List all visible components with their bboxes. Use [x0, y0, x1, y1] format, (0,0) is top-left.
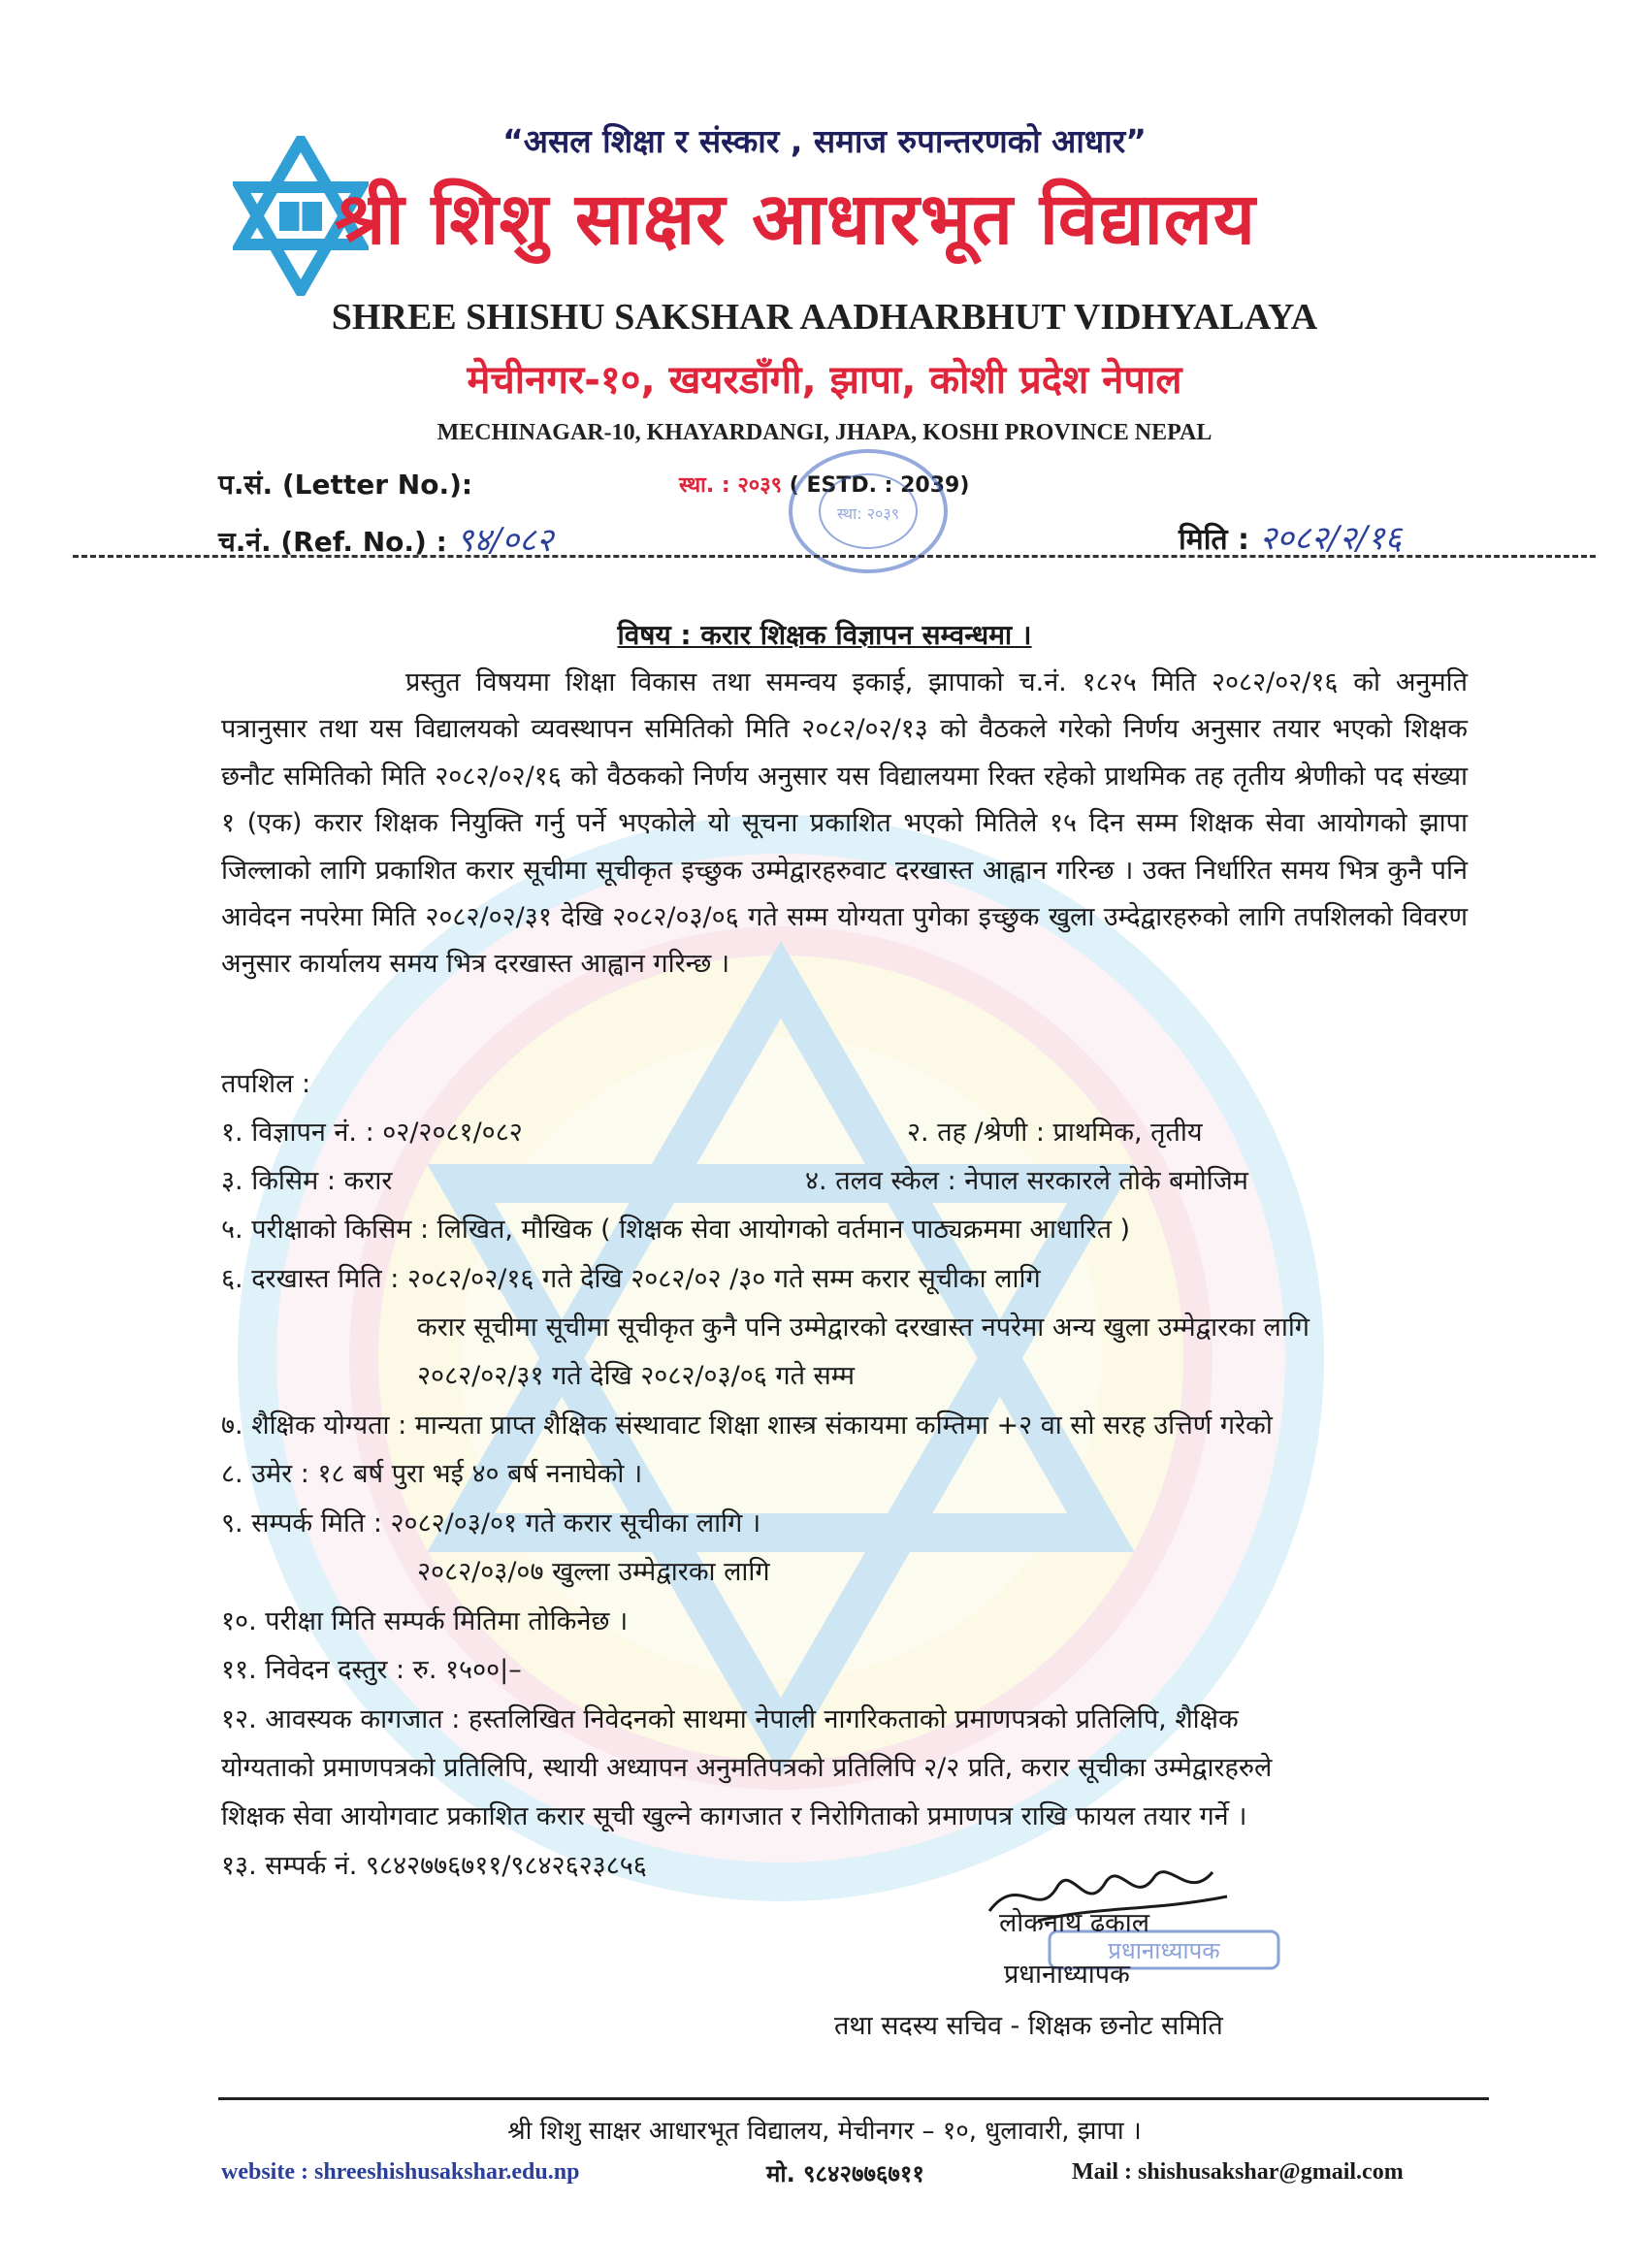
detail-exam-date: १०. परीक्षा मिति सम्पर्क मितिमा तोकिनेछ ।: [221, 1606, 629, 1636]
signatory-name: लोकनाथ ढकाल: [999, 1908, 1150, 1938]
estd-english: ( ESTD. : 2039): [789, 473, 970, 498]
detail-application-date-cont: करार सूचीमा सूचीमा सूचीकृत कुनै पनि उम्मेद्वारको दरखास्त नपरेमा अन्य खुला उम्मेद्वारका लागि: [417, 1312, 1310, 1343]
stamp-text: स्था: २०३९: [836, 504, 900, 523]
detail-age: ८. उमेर : १८ बर्ष पुरा भई ४० बर्ष ननाघेको ।: [221, 1459, 643, 1489]
detail-contact-date-open: २०८२/०३/०७ खुल्ला उम्मेद्वारका लागि: [417, 1557, 770, 1587]
footer-website: website : shreeshishusakshar.edu.np: [221, 2159, 580, 2185]
address-nepali: मेचीनगर-१०, खयरडाँगी, झापा, कोशी प्रदेश नेपाल: [467, 358, 1182, 403]
detail-ad-no: १. विज्ञापन नं. : ०२/२०८१/०८२: [221, 1118, 523, 1148]
letter-no-label: प.सं. (Letter No.):: [218, 469, 473, 501]
date-label: मिति :: [1179, 523, 1250, 557]
detail-contact-date: ९. सम्पर्क मिति : २०८२/०३/०१ गते करार सूचीका लागि ।: [221, 1508, 761, 1539]
body-paragraph-text: प्रस्तुत विषयमा शिक्षा विकास तथा समन्वय इकाई, झापाको च.नं. १८२५ मिति २०८२/०२/१६ को अनुमति पत्रानुसार तथा यस विद्यालयको व्यवस्थापन समितिको मिति २०८२/०२/१३ को वैठकले गरेको निर्णय अनुसार तयार भएको शिक्षक छनौट समितिको मिति २०८२/०२/१६ को वैठकको निर्णय अनुसार यस विद्यालयमा रिक्त रहेको प्राथमिक तह तृतीय श्रेणीको पद संख्या १ (एक) करार शिक्षक नियुक्ति गर्नु पर्ने भएकोले यो सूचना प्रकाशित भएको मितिले १५ दिन सम्म शिक्षक सेवा आयोगको झापा जिल्लाको लागि प्रकाशित करार सूचीमा सूचीकृत इच्छुक उम्मेद्वारहरुवाट दरखास्त आह्वान गरिन्छ । उक्त निर्धारित समय भित्र कुनै पनि आवेदन नपरेमा मिति २०८२/०२/३१ देखि २०८२/०३/०६ गते सम्म योग्यता पुगेका इच्छुक खुला उम्देद्वारहरुको लागि तपशिलको विवरण अनुसार कार्यालय समय भित्र दरखास्त आह्वान गरिन्छ ।: [221, 667, 1468, 980]
estd-nepali: स्था. : २०३९: [679, 473, 783, 498]
footer-address: श्री शिशु साक्षर आधारभूत विद्यालय, मेचीनगर – १०, धुलावारी, झापा ।: [507, 2117, 1142, 2146]
address-english: MECHINAGAR-10, KHAYARDANGI, JHAPA, KOSHI PROVINCE NEPAL: [436, 420, 1212, 445]
header-divider: [73, 555, 1596, 558]
detail-fee: ११. निवेदन दस्तुर : रु. १५००|–: [221, 1655, 522, 1685]
detail-application-date: ६. दरखास्त मिति : २०८२/०२/१६ गते देखि २०८२/०२ /३० गते सम्म करार सूचीका लागि: [221, 1264, 1041, 1294]
signatory-title: प्रधानाध्यापक: [1004, 1960, 1130, 1990]
detail-qualification: ७. शैक्षिक योग्यता : मान्यता प्राप्त शैक्षिक संस्थावाट शिक्षा शास्त्र संकायमा कम्तिमा +२ वा सो सरह उत्तिर्ण गरेको: [221, 1410, 1273, 1441]
school-name-english: SHREE SHISHU SAKSHAR AADHARBHUT VIDHYALAYA: [331, 297, 1318, 338]
signatory-role: तथा सदस्य सचिव - शिक्षक छनोट समिति: [834, 2011, 1223, 2041]
detail-type: ३. किसिम : करार: [221, 1166, 393, 1196]
details-heading: तपशिल :: [221, 1069, 311, 1099]
detail-documents-end: शिक्षक सेवा आयोगवाट प्रकाशित करार सूची खुल्ने कागजात र निरोगिताको प्रमाणपत्र राखि फायल तयार गर्ने ।: [221, 1801, 1247, 1831]
detail-documents: १२. आवस्यक कागजात : हस्तलिखित निवेदनको साथमा नेपाली नागरिकताको प्रमाणपत्रको प्रतिलिपि, शैक्षिक: [221, 1704, 1239, 1734]
footer-email: Mail : shishusakshar@gmail.com: [1072, 2159, 1404, 2185]
detail-level: २. तह /श्रेणी : प्राथमिक, तृतीय: [907, 1118, 1203, 1148]
footer-phone: मो. ९८४२७७६७११: [766, 2160, 924, 2187]
detail-application-date-open: २०८२/०२/३१ गते देखि २०८२/०३/०६ गते सम्म: [417, 1361, 856, 1391]
detail-salary: ४. तलव स्केल : नेपाल सरकारले तोके बमोजिम: [805, 1166, 1248, 1196]
date-field: [1179, 514, 1402, 559]
detail-exam-type: ५. परीक्षाको किसिम : लिखित, मौखिक ( शिक्षक सेवा आयोगको वर्तमान पाठ्यक्रममा आधारित ): [221, 1215, 1131, 1245]
ref-no-value: ९४/०८२: [456, 521, 554, 560]
ref-no-label: च.नं. (Ref. No.) :: [218, 526, 447, 558]
school-motto: “असल शिक्षा र संस्कार , समाज रुपान्तरणको आधार”: [502, 122, 1147, 160]
body-paragraph: [221, 660, 1468, 988]
detail-contact-no: १३. सम्पर्क नं. ९८४२७७६७११/९८४२६२३८५६: [221, 1851, 647, 1881]
school-name-nepali: श्री शिशु साक्षर आधारभूत विद्यालय: [335, 178, 1256, 261]
detail-documents-cont: योग्यताको प्रमाणपत्रको प्रतिलिपि, स्थायी अध्यापन अनुमतिपत्रको प्रतिलिपि २/२ प्रति, करार सूचीका उम्मेद्वारहरुले: [221, 1753, 1273, 1783]
subject-line: विषय : करार शिक्षक विज्ञापन सम्वन्धमा ।: [617, 619, 1032, 651]
principal-stamp-text: प्रधानाध्यापक: [1108, 1937, 1220, 1964]
footer-divider: [218, 2097, 1489, 2100]
date-value: २०८२/२/१६: [1259, 519, 1403, 558]
